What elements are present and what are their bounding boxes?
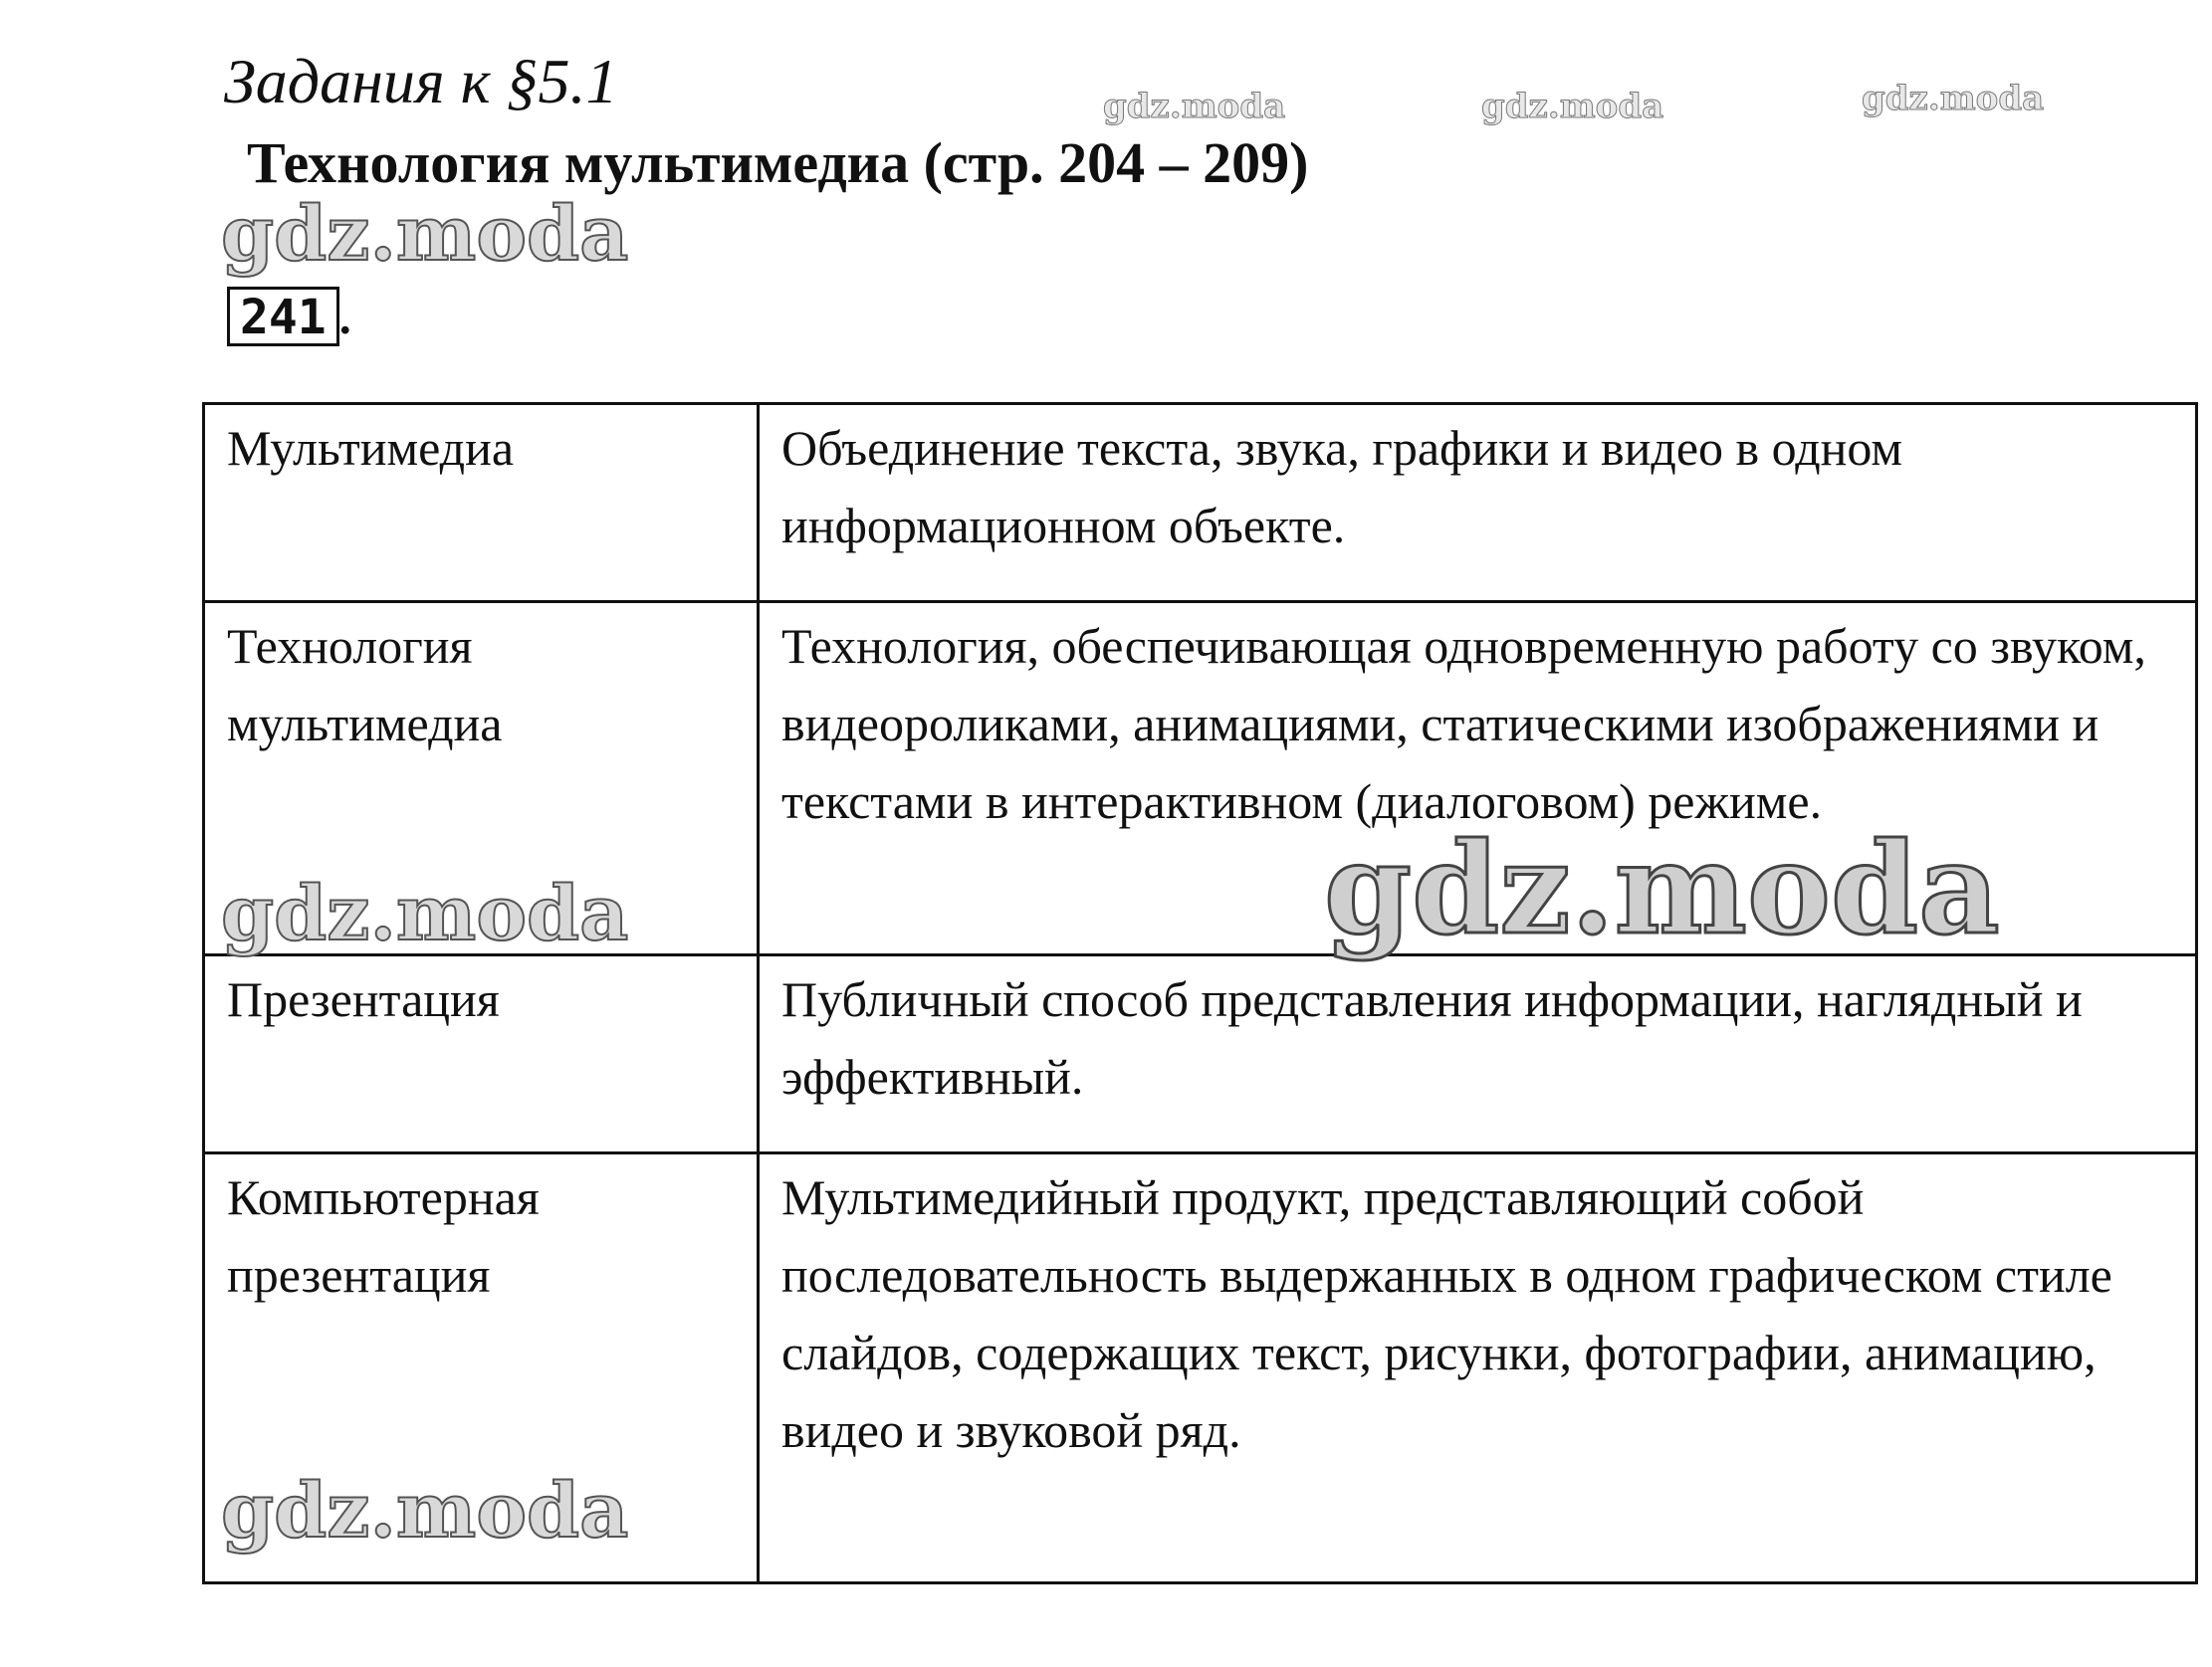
term-cell: Компьютерная презентация: [204, 1153, 759, 1583]
definitions-table: [202, 402, 2198, 1584]
term-cell: Мультимедиа: [204, 404, 759, 602]
definition-cell: Публичный способ представления информации, наглядный и эффективный.: [759, 955, 2197, 1153]
table-row: [204, 404, 2197, 602]
definition-cell: Технология, обеспечивающая одновременную работу со звуком, видеороликами, анимациями, статическими изображениями и текстами в интерактивном (диалоговом) режиме.: [759, 602, 2197, 955]
task-number-box: 241: [227, 287, 339, 346]
page-title: Технология мультимедиа (стр. 204 – 209): [247, 130, 1309, 195]
watermark: gdz.moda: [1481, 87, 1664, 126]
term-cell: Презентация: [204, 955, 759, 1153]
definition-cell: Мультимедийный продукт, представляющий собой последовательность выдержанных в одном графическом стиле слайдов, содержащих текст, рисунки, фотографии, анимацию, видео и звуковой ряд.: [759, 1153, 2197, 1583]
watermark: gdz.moda: [1862, 79, 2045, 118]
watermark: gdz.moda: [221, 1466, 629, 1555]
task-number: [227, 287, 351, 346]
section-title: Задания к §5.1: [224, 46, 618, 116]
watermark: gdz.moda: [221, 869, 629, 957]
watermark: gdz.moda: [1103, 87, 1286, 126]
watermark: gdz.moda: [221, 189, 629, 278]
table-row: [204, 955, 2197, 1153]
table-row: [204, 602, 2197, 955]
term-cell: Технология мультимедиа: [204, 602, 759, 955]
definition-cell: Объединение текста, звука, графики и видео в одном информационном объекте.: [759, 404, 2197, 602]
watermark: gdz.moda: [1324, 815, 2000, 962]
table-row: [204, 1153, 2197, 1583]
task-number-suffix: .: [338, 292, 351, 344]
